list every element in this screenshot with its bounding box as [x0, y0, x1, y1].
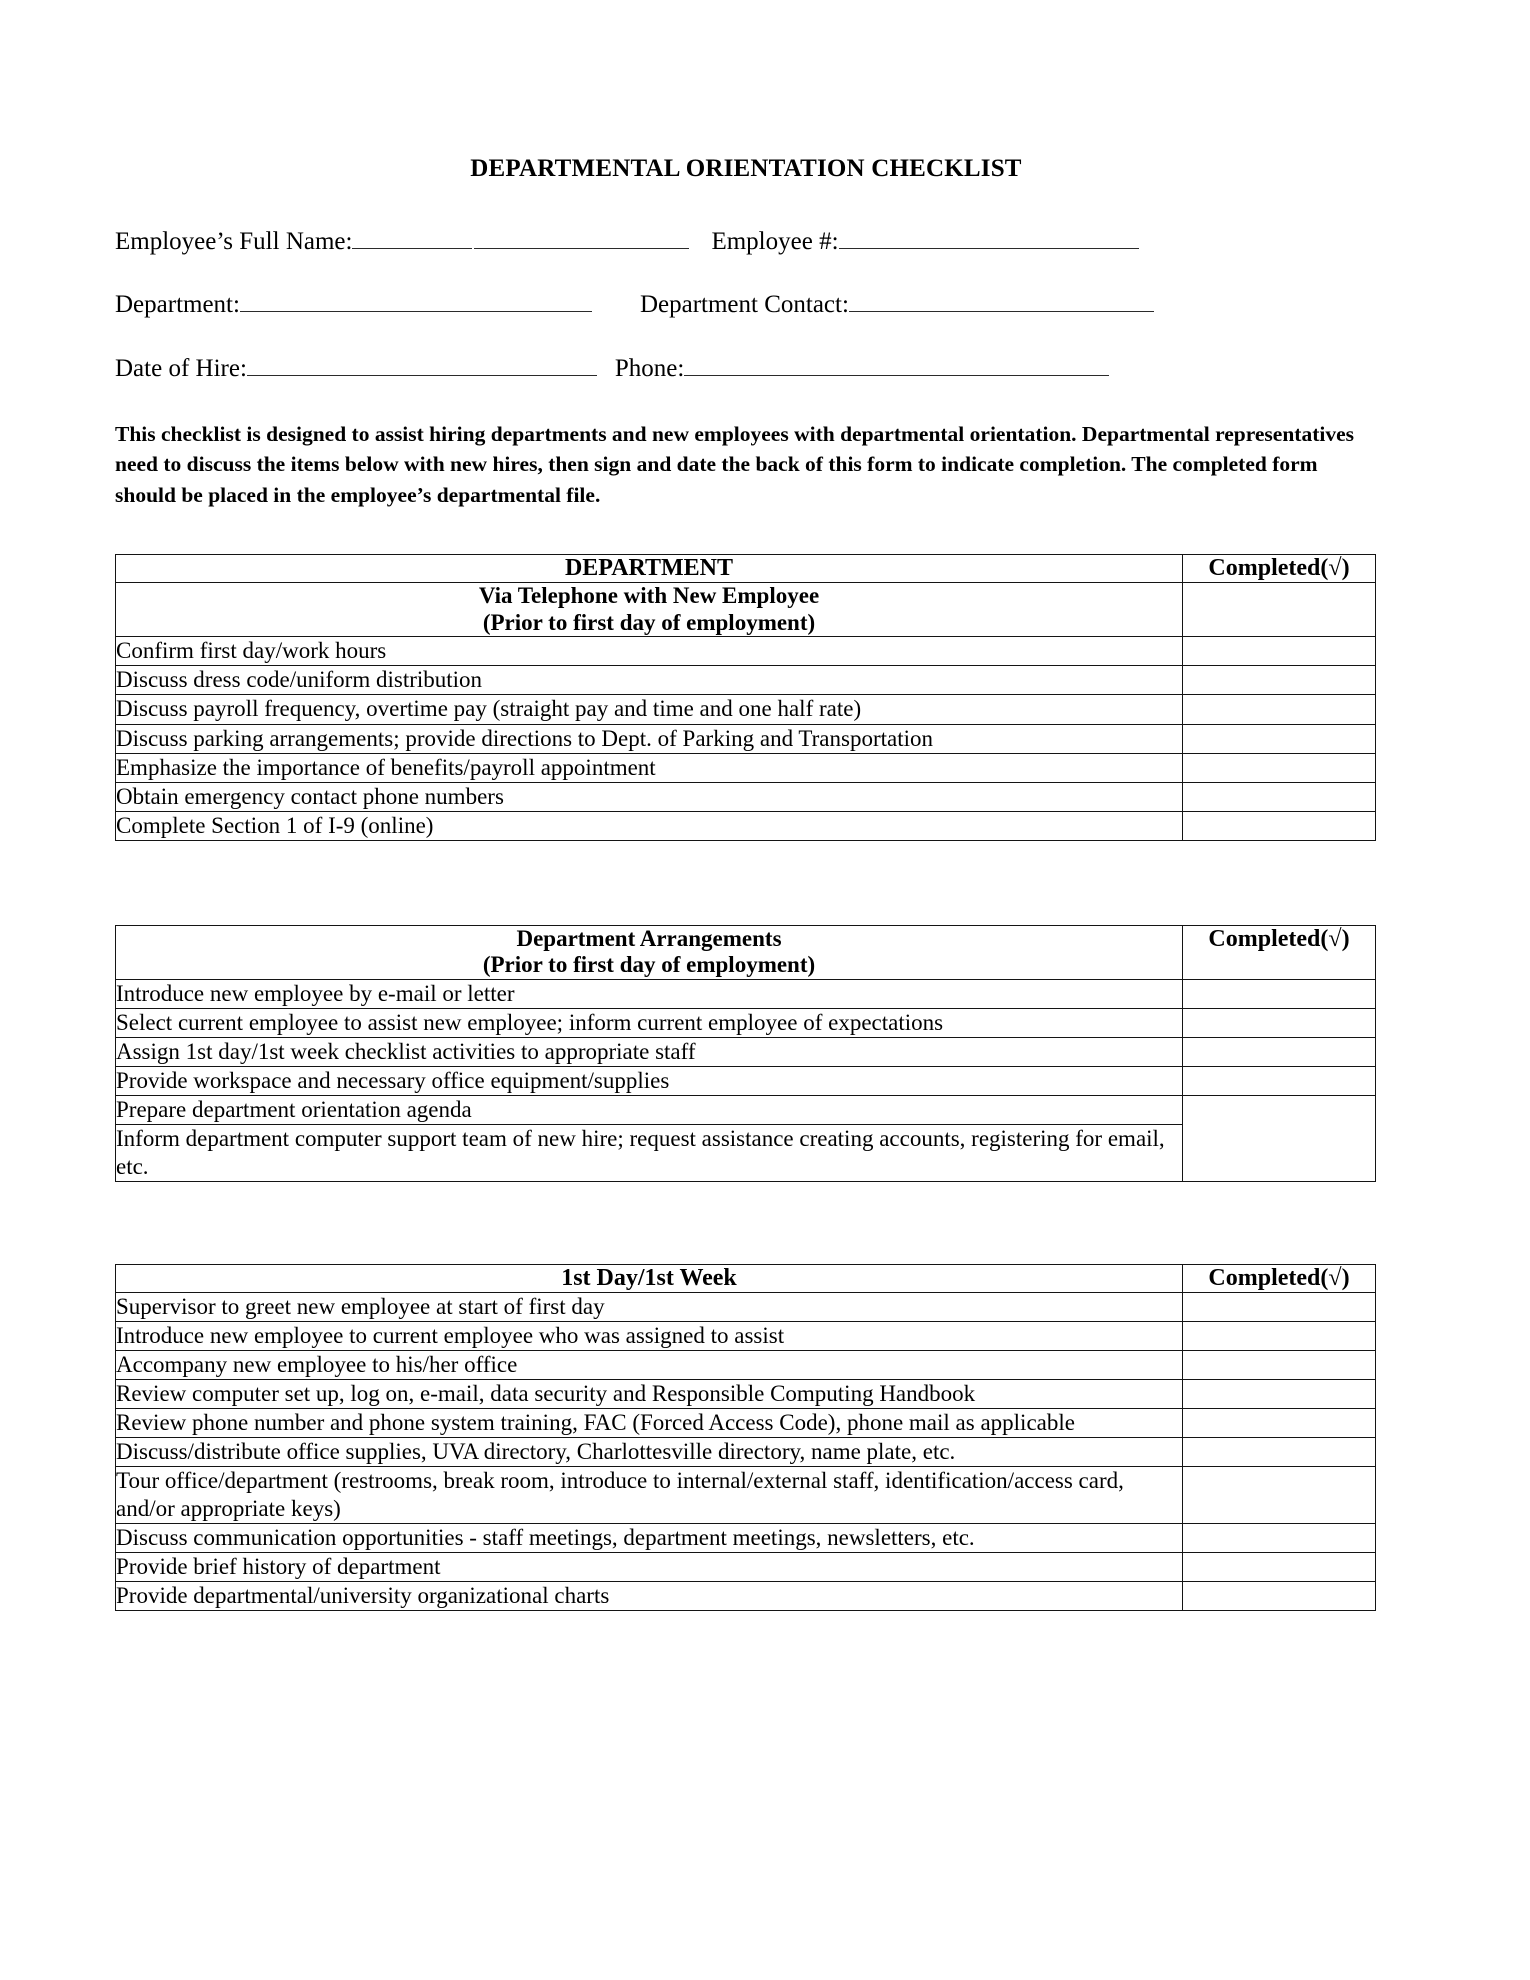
completed-column-header: Completed(√) — [1183, 925, 1376, 979]
table-header-row — [116, 555, 1376, 583]
checklist-item-label: Assign 1st day/1st week checklist activities to appropriate staff — [116, 1038, 1183, 1067]
checklist-table-department-arrangements — [115, 925, 1376, 1182]
table-row — [116, 1581, 1376, 1610]
checklist-item-label: Obtain emergency contact phone numbers — [116, 782, 1183, 811]
table-subtitle — [116, 583, 1183, 637]
checklist-item-label: Accompany new employee to his/her office — [116, 1351, 1183, 1380]
checklist-item-label: Introduce new employee to current employee who was assigned to assist — [116, 1322, 1183, 1351]
checklist-item-label: Inform department computer support team of new hire; request assistance creating accounts, registering for email, etc. — [116, 1125, 1183, 1182]
checklist-item-label: Complete Section 1 of I-9 (online) — [116, 811, 1183, 840]
completed-checkbox-cell[interactable] — [1183, 637, 1376, 666]
checklist-item-label: Prepare department orientation agenda — [116, 1096, 1183, 1125]
table-row — [116, 695, 1376, 724]
table-row — [116, 1067, 1376, 1096]
table-row — [116, 753, 1376, 782]
employee-number-input[interactable] — [839, 225, 1139, 249]
form-row-name-and-number — [115, 225, 1377, 254]
table-row — [116, 666, 1376, 695]
table-subtitle-line2: (Prior to first day of employment) — [482, 952, 816, 978]
checklist-item-label: Provide brief history of department — [116, 1552, 1183, 1581]
phone-label: Phone: — [614, 354, 685, 382]
date-of-hire-label: Date of Hire: — [115, 354, 247, 382]
form-row-hire-date-and-phone — [115, 352, 1377, 381]
completed-column-header: Completed(√) — [1183, 1264, 1376, 1292]
checklist-item-label: Provide departmental/university organizational charts — [116, 1581, 1183, 1610]
table-subtitle-line1: Via Telephone with New Employee — [478, 583, 820, 609]
completed-checkbox-cell[interactable] — [1183, 1096, 1376, 1182]
table-row — [116, 1351, 1376, 1380]
employee-full-name-input-part2[interactable] — [474, 225, 689, 249]
table-row — [116, 782, 1376, 811]
completed-checkbox-cell[interactable] — [1183, 695, 1376, 724]
checklist-item-label: Review phone number and phone system training, FAC (Forced Access Code), phone mail as applicable — [116, 1409, 1183, 1438]
table-row — [116, 1467, 1376, 1524]
completed-checkbox-cell[interactable] — [1183, 980, 1376, 1009]
table-row — [116, 1096, 1376, 1125]
completed-checkbox-cell[interactable] — [1183, 1009, 1376, 1038]
completed-checkbox-cell[interactable] — [1183, 1409, 1376, 1438]
checklist-item-label: Discuss dress code/uniform distribution — [116, 666, 1183, 695]
checklist-item-label: Discuss parking arrangements; provide directions to Dept. of Parking and Transportation — [116, 724, 1183, 753]
completed-checkbox-cell[interactable] — [1183, 782, 1376, 811]
table-row — [116, 1380, 1376, 1409]
phone-input[interactable] — [684, 352, 1109, 376]
table-row — [116, 1523, 1376, 1552]
completed-checkbox-cell[interactable] — [1183, 1523, 1376, 1552]
table-row — [116, 1552, 1376, 1581]
date-of-hire-input[interactable] — [247, 352, 597, 376]
table-row — [116, 980, 1376, 1009]
checklist-item-label: Tour office/department (restrooms, break room, introduce to internal/external staff, identification/access card, and/or appropriate keys) — [116, 1467, 1183, 1524]
checklist-item-label: Supervisor to greet new employee at start of first day — [116, 1292, 1183, 1321]
table-header-row — [116, 925, 1376, 979]
checklist-table-department — [115, 554, 1376, 841]
checklist-item-label: Discuss payroll frequency, overtime pay (straight pay and time and one half rate) — [116, 695, 1183, 724]
completed-checkbox-cell[interactable] — [1183, 666, 1376, 695]
checklist-item-label: Select current employee to assist new employee; inform current employee of expectations — [116, 1009, 1183, 1038]
page-content — [115, 0, 1377, 1611]
table-header-row — [116, 1264, 1376, 1292]
table-row — [116, 1009, 1376, 1038]
form-row-department-and-contact — [115, 289, 1377, 318]
table-subtitle-line2: (Prior to first day of employment) — [482, 609, 816, 635]
completed-column-header: Completed(√) — [1183, 555, 1376, 583]
checklist-item-label: Provide workspace and necessary office equipment/supplies — [116, 1067, 1183, 1096]
completed-checkbox-cell[interactable] — [1183, 724, 1376, 753]
table-title: DEPARTMENT — [116, 555, 1183, 583]
completed-checkbox-cell[interactable] — [1183, 1322, 1376, 1351]
table-row — [116, 1292, 1376, 1321]
table-row — [116, 1409, 1376, 1438]
completed-checkbox-cell[interactable] — [1183, 1552, 1376, 1581]
completed-checkbox-cell[interactable] — [1183, 1351, 1376, 1380]
table-title — [116, 925, 1183, 979]
table-row — [116, 1437, 1376, 1466]
department-input[interactable] — [240, 289, 592, 313]
table-row — [116, 1038, 1376, 1067]
employee-number-label: Employee #: — [711, 227, 839, 255]
table-title: 1st Day/1st Week — [116, 1264, 1183, 1292]
checklist-item-label: Discuss communication opportunities - staff meetings, department meetings, newsletters, etc. — [116, 1523, 1183, 1552]
checklist-table-first-day-first-week — [115, 1264, 1376, 1611]
completed-checkbox-cell[interactable] — [1183, 1437, 1376, 1466]
table-subtitle-line1: Department Arrangements — [516, 925, 782, 951]
table-row — [116, 724, 1376, 753]
employee-full-name-label: Employee’s Full Name: — [115, 227, 353, 255]
checklist-item-label: Review computer set up, log on, e-mail, data security and Responsible Computing Handbook — [116, 1380, 1183, 1409]
completed-checkbox-cell[interactable] — [1183, 583, 1376, 637]
table-row — [116, 811, 1376, 840]
checklist-item-label: Emphasize the importance of benefits/payroll appointment — [116, 753, 1183, 782]
checklist-item-label: Introduce new employee by e-mail or letter — [116, 980, 1183, 1009]
table-row — [116, 637, 1376, 666]
completed-checkbox-cell[interactable] — [1183, 1380, 1376, 1409]
completed-checkbox-cell[interactable] — [1183, 1067, 1376, 1096]
page-title: DEPARTMENTAL ORIENTATION CHECKLIST — [470, 155, 1022, 182]
department-label: Department: — [115, 291, 240, 318]
department-contact-input[interactable] — [849, 289, 1154, 313]
checklist-item-label: Confirm first day/work hours — [116, 637, 1183, 666]
employee-full-name-input-part1[interactable] — [352, 225, 472, 249]
intro-paragraph: This checklist is designed to assist hiring departments and new employees with departmental orientation. Departmental representatives need to discuss the items below with new hires, then sign and date the back of this form to indicate completion. The completed form should be placed in the employee’s departmental file. — [115, 421, 1354, 507]
department-contact-label: Department Contact: — [639, 291, 849, 318]
completed-checkbox-cell[interactable] — [1183, 753, 1376, 782]
completed-checkbox-cell[interactable] — [1183, 811, 1376, 840]
table-subheader-row — [116, 583, 1376, 637]
completed-checkbox-cell[interactable] — [1183, 1292, 1376, 1321]
completed-checkbox-cell[interactable] — [1183, 1467, 1376, 1524]
table-row — [116, 1322, 1376, 1351]
employee-form-fields — [115, 225, 1377, 381]
checklist-item-label: Discuss/distribute office supplies, UVA directory, Charlottesville directory, name plate, etc. — [116, 1437, 1183, 1466]
completed-checkbox-cell[interactable] — [1183, 1038, 1376, 1067]
completed-checkbox-cell[interactable] — [1183, 1581, 1376, 1610]
